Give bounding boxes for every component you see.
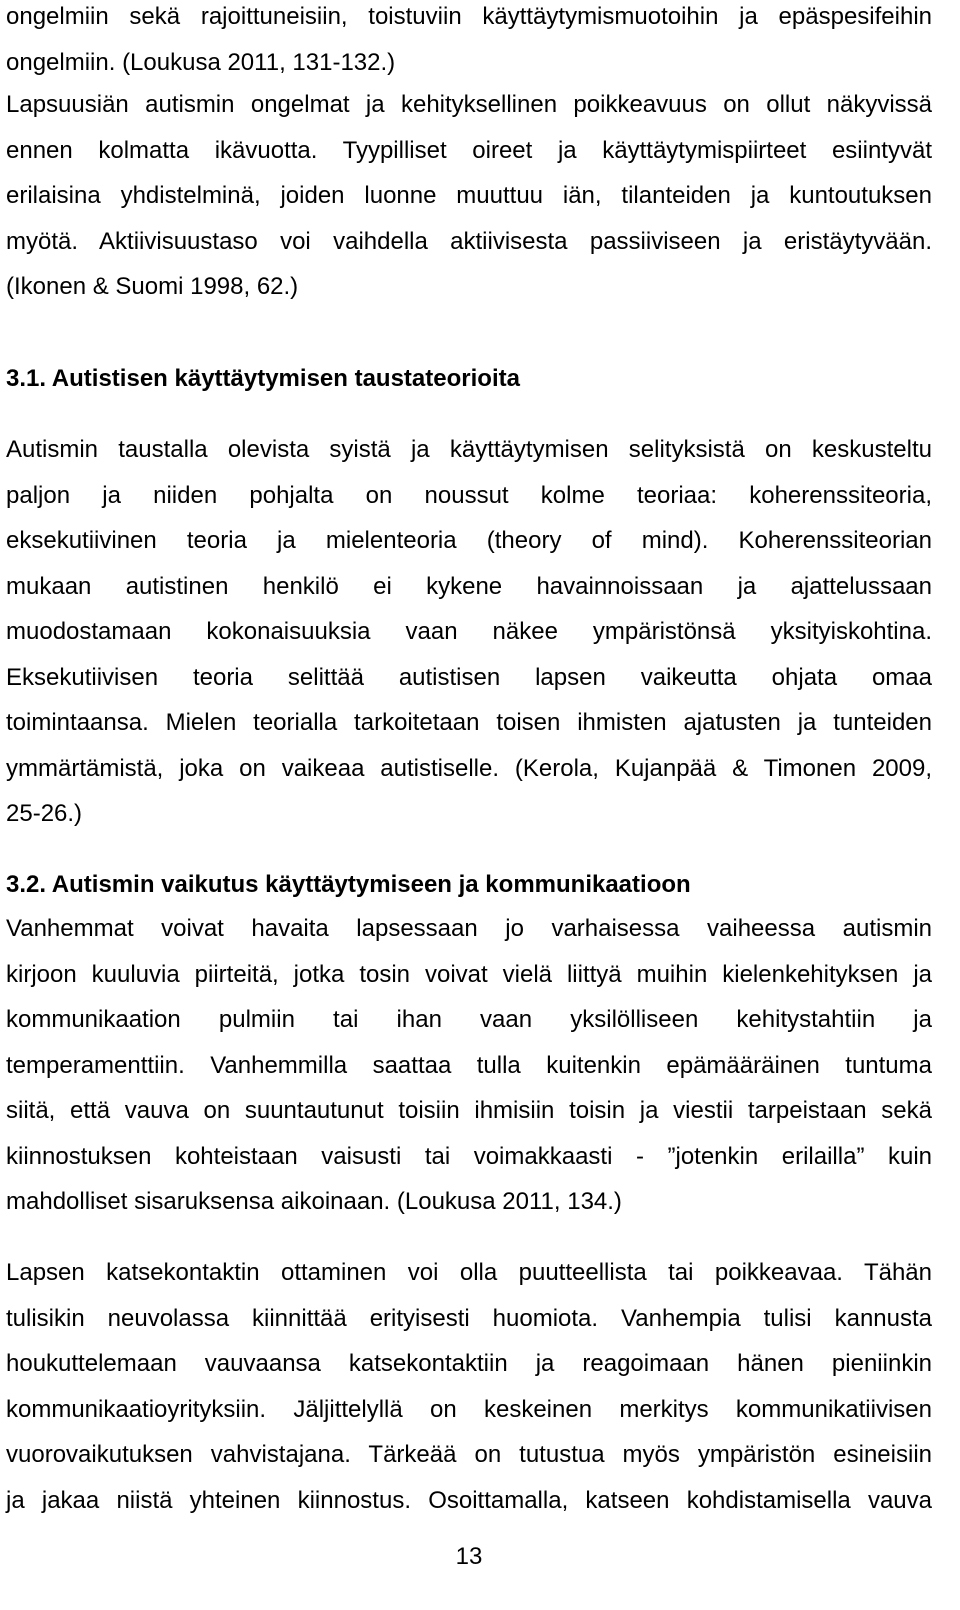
text-line: (Ikonen & Suomi 1998, 62.) xyxy=(6,273,299,300)
text-line: ongelmiin sekä rajoittuneisiin, toistuviin käyttäytymismuotoihin ja epäspesifeihin xyxy=(6,3,932,30)
text-line: erilaisina yhdistelminä, joiden luonne muuttuu iän, tilanteiden ja kuntoutuksen xyxy=(6,182,932,209)
text-line: siitä, että vauva on suuntautunut toisiin ihmisiin toisin ja viestii tarpeistaan sekä xyxy=(6,1097,932,1124)
text-line: paljon ja niiden pohjalta on noussut kolme teoriaa: koherenssiteoria, xyxy=(6,481,932,509)
text-line: temperamenttiin. Vanhemmilla saattaa tulla kuitenkin epämääräinen tuntuma xyxy=(6,1051,932,1079)
text-line: mukaan autistinen henkilö ei kykene havainnoissaan ja ajattelussaan xyxy=(6,572,932,600)
text-line: tulisikin neuvolassa kiinnittää erityisesti huomiota. Vanhempia tulisi kannusta xyxy=(6,1304,932,1332)
text-line: kiinnostuksen kohteistaan vaisusti tai voimakkaasti - ”jotenkin erilailla” kuin xyxy=(6,1142,932,1170)
page-number: 13 xyxy=(455,1543,483,1570)
text-line: toimintaansa. Mielen teorialla tarkoitetaan toisen ihmisten ajatusten ja tunteiden xyxy=(6,709,932,736)
text-line: eksekutiivinen teoria ja mielenteoria (theory of mind). Koherenssiteorian xyxy=(6,527,932,554)
text-line: Autismin taustalla olevista syistä ja käyttäytymisen selityksistä on keskusteltu xyxy=(6,436,932,463)
text-line: 25-26.) xyxy=(6,800,83,827)
text-line: ongelmiin. (Loukusa 2011, 131-132.) xyxy=(6,48,396,76)
text-line: mahdolliset sisaruksensa aikoinaan. (Loukusa 2011, 134.) xyxy=(6,1188,622,1215)
text-line: Vanhemmat voivat havaita lapsessaan jo varhaisessa vaiheessa autismin xyxy=(6,915,932,942)
text-line: kommunikaatioyrityksiin. Jäljittelyllä on keskeinen merkitys kommunikatiivisen xyxy=(6,1395,932,1423)
text-line: houkuttelemaan vauvaansa katsekontaktiin ja reagoimaan hänen pieniinkin xyxy=(6,1350,932,1377)
text-line: Eksekutiivisen teoria selittää autistisen lapsen vaikeutta ohjata omaa xyxy=(6,663,932,691)
section-heading-3-1: 3.1. Autistisen käyttäytymisen taustateorioita xyxy=(6,365,520,392)
section-heading-3-2: 3.2. Autismin vaikutus käyttäytymiseen ja kommunikaatioon xyxy=(6,871,691,898)
text-line: vuorovaikutuksen vahvistajana. Tärkeää on tutustua myös ympäristön esineisiin xyxy=(6,1441,932,1468)
text-line: Lapsen katsekontaktin ottaminen voi olla puutteellista tai poikkeavaa. Tähän xyxy=(6,1259,932,1286)
text-line: Lapsuusiän autismin ongelmat ja kehityksellinen poikkeavuus on ollut näkyvissä xyxy=(6,91,932,118)
text-line: ymmärtämistä, joka on vaikeaa autistiselle. (Kerola, Kujanpää & Timonen 2009, xyxy=(6,754,932,782)
text-line: kommunikaation pulmiin tai ihan vaan yksilölliseen kehitystahtiin ja xyxy=(6,1006,932,1033)
text-line: ja jakaa niistä yhteinen kiinnostus. Osoittamalla, katseen kohdistamisella vauva xyxy=(6,1486,932,1514)
paragraph-eye-contact xyxy=(6,1250,932,1523)
paragraph-parents xyxy=(6,906,932,1225)
text-line: kirjoon kuuluvia piirteitä, jotka tosin voivat vielä liittyä muihin kielenkehityksen ja xyxy=(6,960,932,988)
text-line: muodostamaan kokonaisuuksia vaan näkee ympäristönsä yksityiskohtina. xyxy=(6,618,932,645)
text-line: myötä. Aktiivisuustaso voi vaihdella aktiivisesta passiiviseen ja eristäytyvään. xyxy=(6,227,932,255)
paragraph-infancy xyxy=(6,82,932,310)
paragraph-continued xyxy=(6,0,932,85)
text-line: ennen kolmatta ikävuotta. Tyypilliset oireet ja käyttäytymispiirteet esiintyvät xyxy=(6,136,932,164)
paragraph-theories xyxy=(6,427,932,837)
